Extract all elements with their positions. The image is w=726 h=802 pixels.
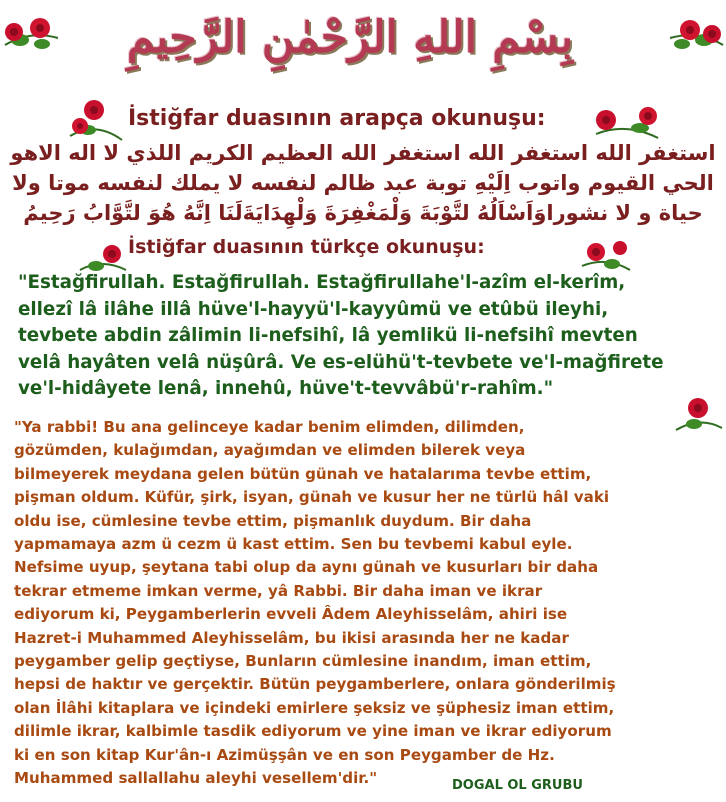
transliteration-text: "Estağfirullah. Estağfirullah. Estağfirullahe'l-azîm el-kerîm, ellezî lâ ilâhe illâ hüve'l-hayyü'l-kayyûmü ve etûbü ileyhi, tevbete abdin zâlimin li-nefsihî, lâ yemlikü li-nefsihî mevten velâ hayâten velâ nüşûrâ. Ve es-elühü't-tevbete ve'l-mağfirete ve'l-hidâyete lenâ, innehû, hüve't-tevvâbü'r-rahîm.": [18, 272, 664, 399]
rose-cluster-icon: [0, 10, 60, 55]
prayer-meaning-text: "Ya rabbi! Bu ana gelinceye kadar benim elimden, dilimden, gözümden, kulağımdan, ayağımdan ve elimden bilerek veya bilmeyerek meydana gelen bütün günah ve hatalarıma tevbe ettim, pişman oldum. Küfür, şirk, isyan, günah ve kusur her ne türlü hâl vaki oldu ise, cümlesine tevbe ettim, pişmanlık duydum. Bir daha yapmamaya azm ü cezm ü kast ettim. Sen bu tevbemi kabul eyle. Nefsime uyup, şeytana tabi olup da aynı günah ve kusurları bir daha tekrar etmeme imkan verme, yâ Rabbi. Bir daha iman ve ikrar ediyorum ki, Peygamberlerin evveli Âdem Aleyhisselâm, ahiri ise Hazret-i Muhammed Aleyhisselâm, bu ikisi arasında her ne kadar peygamber gelip geçtiyse, Bunların cümlesine inandım, iman ettim, hepsi de haktır ve gerçektir. Bütün peygamberlere, onlara gönderilmiş olan İlâhi kitaplara ve içindeki emirlere şeksiz ve şüphesiz iman ettim, dilimle ikrar, kalbimle tasdik ediyorum ve yine iman ve ikrar ediyorum ki en son kitap Kur'ân-ı Azimüşşân ve en son Peygamber de Hz. Muhammed sallallahu aleyhi vesellem'dir.": [14, 418, 616, 788]
signature-label: DOGAL OL GRUBU: [452, 778, 583, 793]
arabic-section-heading: İstiğfar duasının arapça okunuşu:: [128, 106, 546, 131]
arabic-prayer-text: استغفر الله استغفر الله استغفر الله العظيم الكريم اللذي لا اله الاهو الحي القيوم واتوب اِلَيْهِ توبة عبد ظالم لنفسه لا يملك لنفسه موتا ولا حياة و لا نشوراوَاَسْاَلُهُ لتَّوْبَةَ وَلْمَغْفِرَةَ وَلْهِدَايَةَلَنَا اِنَّهُ هُوَ لتَّوَّابُ رَحِيمُ: [10, 141, 716, 225]
rose-cluster-icon: [668, 10, 726, 55]
turkish-section-heading: İstiğfar duasının türkçe okunuşu:: [128, 236, 485, 258]
basmala-banner: [0, 0, 726, 110]
rose-cluster-icon: [66, 96, 126, 144]
basmala-calligraphy: بِسْمِ اللهِ الرَّحْمٰنِ الرَّحِيمِ: [126, 12, 574, 63]
